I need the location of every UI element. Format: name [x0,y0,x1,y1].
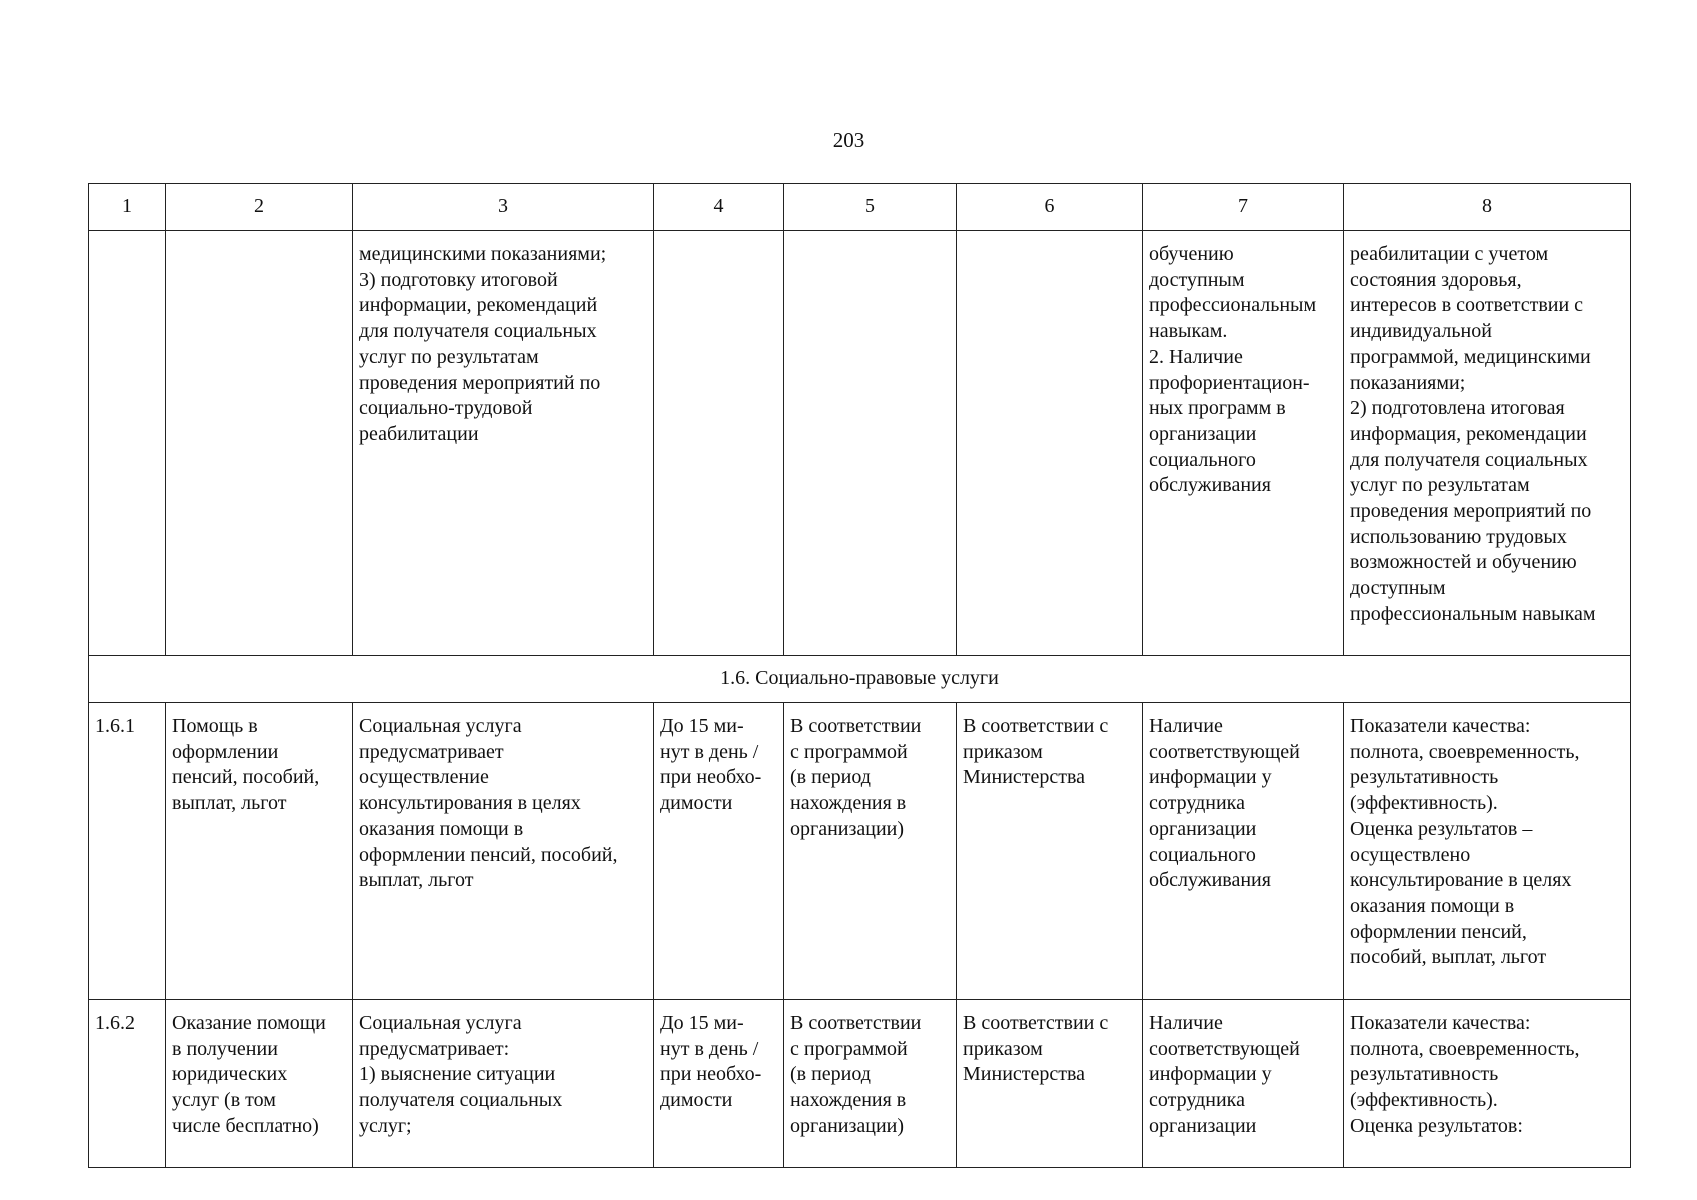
column-header: 3 [353,184,654,231]
service-number: 1.6.1 [89,703,166,1000]
service-duration: До 15 ми- нут в день / при необхо- димости [654,1000,784,1168]
service-quality: Показатели качества: полнота, своевременность, результативность (эффективность). Оценка результатов: [1344,1000,1631,1168]
service-periodicity: В соответствии с программой (в период нахождения в организации) [784,1000,957,1168]
service-name: Помощь в оформлении пенсий, пособий, выплат, льгот [166,703,353,1000]
table-cell: обучению доступным профессиональным навыкам. 2. Наличие профориентацион- ных программ в организации социального обслуживания [1143,231,1344,656]
services-table [88,183,1631,1168]
continuation-row [89,231,1631,656]
column-header: 7 [1143,184,1344,231]
table-cell: медицинскими показаниями; 3) подготовку итоговой информации, рекомендаций для получателя социальных услуг по результатам проведения мероприятий по социально-трудовой реабилитации [353,231,654,656]
service-description: Социальная услуга предусматривает: 1) выяснение ситуации получателя социальных услуг; [353,1000,654,1168]
section-title: 1.6. Социально-правовые услуги [89,656,1631,703]
service-conditions: Наличие соответствующей информации у сотрудника организации [1143,1000,1344,1168]
table-cell [89,231,166,656]
service-quality: Показатели качества: полнота, своевременность, результативность (эффективность). Оценка результатов – осуществлено консультирование в целях оказания помощи в оформлении пенсий, пособий, выплат, льгот [1344,703,1631,1000]
column-header: 5 [784,184,957,231]
service-description: Социальная услуга предусматривает осуществление консультирования в целях оказания помощи в оформлении пенсий, пособий, выплат, льгот [353,703,654,1000]
column-header: 6 [957,184,1143,231]
service-conditions: Наличие соответствующей информации у сотрудника организации социального обслуживания [1143,703,1344,1000]
table-cell [654,231,784,656]
service-tariff: В соответствии с приказом Министерства [957,703,1143,1000]
table-row [89,1000,1631,1168]
service-periodicity: В соответствии с программой (в период нахождения в организации) [784,703,957,1000]
service-name: Оказание помощи в получении юридических услуг (в том числе бесплатно) [166,1000,353,1168]
service-number: 1.6.2 [89,1000,166,1168]
page-number: 203 [832,128,865,152]
section-header-row [89,656,1631,703]
service-duration: До 15 ми- нут в день / при необхо- димости [654,703,784,1000]
table-cell [957,231,1143,656]
column-header: 2 [166,184,353,231]
column-header: 1 [89,184,166,231]
table-cell [784,231,957,656]
table-row [89,703,1631,1000]
service-tariff: В соответствии с приказом Министерства [957,1000,1143,1168]
table-cell: реабилитации с учетом состояния здоровья, интересов в соответствии с индивидуальной программой, медицинскими показаниями; 2) подготовлена итоговая информация, рекомендации для получателя социальных услуг по результатам проведения мероприятий по использованию трудовых возможностей и обучению доступным профессиональным навыкам [1344,231,1631,656]
table-cell [166,231,353,656]
column-number-row [89,184,1631,231]
column-header: 4 [654,184,784,231]
column-header: 8 [1344,184,1631,231]
